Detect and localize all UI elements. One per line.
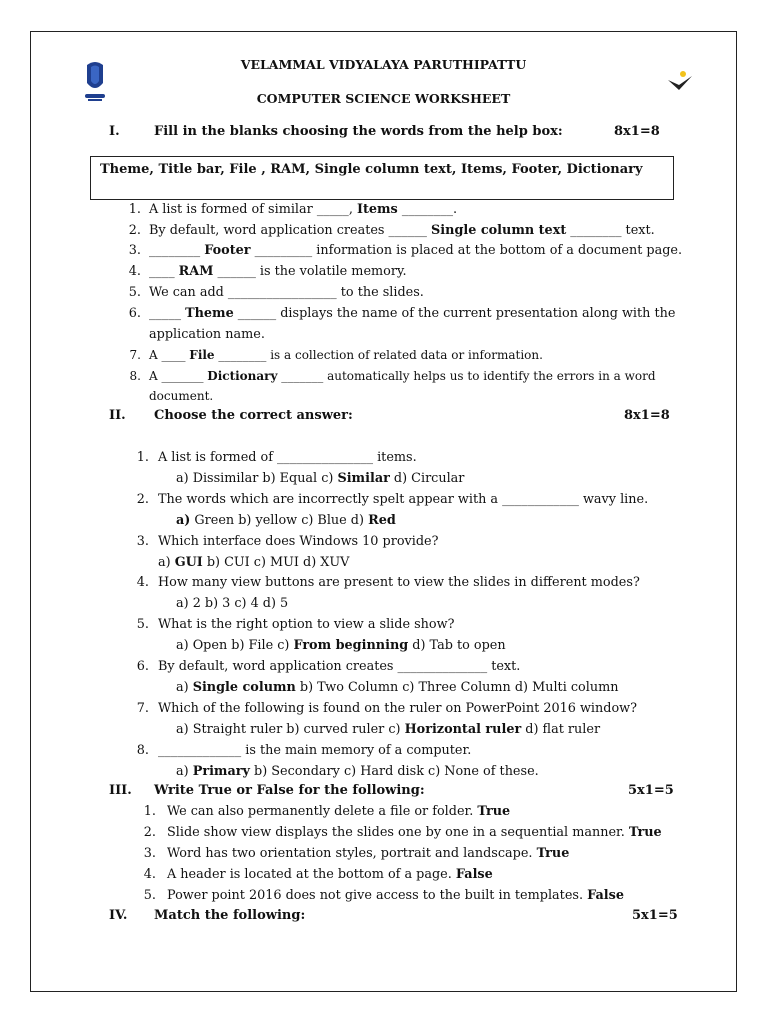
fill-blank-text: ________ is a collection of related data or information. [214, 348, 543, 362]
mcq-number: 1. [136, 450, 149, 465]
mcq-number: 3. [136, 534, 149, 549]
section-2-number: II. [109, 408, 126, 423]
section-1-number: I. [109, 124, 120, 139]
fill-blank-text: _____ [149, 306, 186, 321]
section-4-marks: 5x1=5 [632, 908, 678, 923]
fill-blank-text: ____ [149, 264, 179, 279]
fill-blank-text: ______ is the volatile memory. [213, 264, 407, 279]
mcq-number: 5. [136, 617, 149, 632]
mcq-answer: Horizontal ruler [404, 722, 522, 737]
mcq-option-text: b) CUI c) MUI d) XUV [202, 555, 350, 570]
fill-blank-answer: File [189, 348, 215, 362]
tf-number: 5. [143, 888, 156, 903]
mcq-number: 4. [136, 575, 149, 590]
mcq-answer: Primary [192, 764, 250, 779]
help-box [90, 156, 674, 200]
mcq-option-text: Green b) yellow c) Blue d) [190, 513, 369, 528]
tf-statement: Word has two orientation styles, portrait and landscape. [167, 846, 537, 861]
tf-answer: False [587, 888, 624, 903]
mcq-option-text: a) [176, 764, 193, 779]
tf-answer: True [628, 825, 662, 840]
mcq-option-text: a) [158, 555, 175, 570]
fill-blank-number: 1. [128, 202, 141, 217]
tf-item [167, 804, 510, 819]
mcq-option-text: b) Secondary c) Hard disk c) None of these. [249, 764, 539, 779]
fill-blank-item [149, 369, 656, 383]
fill-blank-number: 7. [129, 348, 141, 362]
mcq-options [176, 596, 288, 611]
section-2-title: Choose the correct answer: [154, 408, 353, 423]
fill-blank-text: ______ displays the name of the current presentation along with the [233, 306, 676, 321]
fill-blank-item [149, 285, 424, 300]
mcq-answer: GUI [174, 555, 203, 570]
fill-blank-text: document. [149, 389, 214, 403]
section-3-number: III. [109, 783, 132, 798]
mcq-question: How many view buttons are present to view the slides in different modes? [158, 575, 640, 590]
mcq-options [176, 764, 539, 779]
fill-blank-answer: Items [356, 202, 398, 217]
mcq-answer: a) [176, 513, 191, 528]
tf-answer: True [477, 804, 511, 819]
mcq-option-text: a) 2 b) 3 c) 4 d) 5 [176, 596, 289, 611]
mcq-question: By default, word application creates ______________ text. [158, 659, 521, 674]
mcq-options [176, 471, 464, 486]
tf-statement: We can also permanently delete a file or folder. [167, 804, 478, 819]
worksheet-title: COMPUTER SCIENCE WORKSHEET [256, 91, 511, 106]
tf-answer: True [536, 846, 570, 861]
fill-blank-item [149, 306, 675, 321]
fill-blank-text: A _______ [149, 369, 208, 383]
tf-item [167, 888, 624, 903]
school-name: VELAMMAL VIDYALAYA PARUTHIPATTU [240, 57, 527, 72]
mcq-option-text: d) Circular [389, 471, 465, 486]
tf-statement: A header is located at the bottom of a page. [167, 867, 456, 882]
tf-statement: Slide show view displays the slides one by one in a sequential manner. [167, 825, 629, 840]
mcq-option-text: a) [176, 680, 193, 695]
fill-blank-item [149, 327, 265, 342]
tf-number: 1. [143, 804, 156, 819]
fill-blank-text: _______ automatically helps us to identify the errors in a word [277, 369, 656, 383]
fill-blank-text: ________. [397, 202, 458, 217]
tf-number: 3. [143, 846, 156, 861]
mcq-answer: From beginning [293, 638, 409, 653]
fill-blank-answer: Dictionary [207, 369, 278, 383]
mcq-option-text: b) Two Column c) Three Column d) Multi column [295, 680, 619, 695]
section-2-marks: 8x1=8 [624, 408, 670, 423]
section-1-title: Fill in the blanks choosing the words from the help box: [154, 124, 563, 139]
fill-blank-item [149, 264, 407, 279]
fill-blank-text: By default, word application creates ______ [149, 223, 432, 238]
section-3-marks: 5x1=5 [628, 783, 674, 798]
mcq-number: 8. [136, 743, 149, 758]
worksheet-page [30, 31, 737, 992]
mcq-options [176, 722, 600, 737]
fill-blank-number: 3. [128, 243, 141, 258]
mcq-options [176, 638, 506, 653]
mcq-option-text: a) Open b) File c) [176, 638, 294, 653]
tf-item [167, 825, 662, 840]
tf-item [167, 867, 493, 882]
section-3-title: Write True or False for the following: [154, 783, 425, 798]
fill-blank-item [149, 389, 213, 403]
section-4-number: IV. [109, 908, 128, 923]
fill-blank-number: 4. [128, 264, 141, 279]
mcq-question: What is the right option to view a slide show? [158, 617, 455, 632]
fill-blank-text: A list is formed of similar _____, [149, 202, 357, 217]
fill-blank-answer: Theme [185, 306, 234, 321]
mcq-question: A list is formed of _______________ items. [158, 450, 417, 465]
section-4-title: Match the following: [154, 908, 306, 923]
fill-blank-item [149, 348, 543, 362]
mcq-answer: Similar [337, 471, 390, 486]
fill-blank-number: 8. [129, 369, 141, 383]
mcq-answer: Single column [192, 680, 296, 695]
fill-blank-item [149, 202, 457, 217]
mcq-option-text: d) Tab to open [408, 638, 506, 653]
fill-blank-text: ________ [149, 243, 205, 258]
section-1-marks: 8x1=8 [614, 124, 660, 139]
fill-blank-answer: RAM [178, 264, 214, 279]
fill-blank-text: _________ information is placed at the bottom of a document page. [250, 243, 683, 258]
fill-blank-item [149, 243, 682, 258]
fill-blank-number: 5. [128, 285, 141, 300]
fill-blank-text: We can add _________________ to the slides. [149, 285, 424, 300]
fill-blank-text: application name. [149, 327, 265, 342]
mcq-number: 7. [136, 701, 149, 716]
tf-statement: Power point 2016 does not give access to the built in templates. [167, 888, 588, 903]
tf-answer: False [455, 867, 493, 882]
mcq-question: _____________ is the main memory of a computer. [158, 743, 472, 758]
help-box-words: Theme, Title bar, File , RAM, Single column text, Items, Footer, Dictionary [100, 162, 643, 177]
mcq-number: 2. [136, 492, 149, 507]
fill-blank-text: ________ text. [566, 223, 655, 238]
tf-number: 2. [143, 825, 156, 840]
fill-blank-answer: Footer [204, 243, 251, 258]
fill-blank-number: 2. [128, 223, 141, 238]
mcq-options [176, 680, 618, 695]
mcq-option-text: a) Dissimilar b) Equal c) [176, 471, 338, 486]
fill-blank-number: 6. [128, 306, 141, 321]
fill-blank-answer: Single column text [431, 223, 567, 238]
mcq-option-text: a) Straight ruler b) curved ruler c) [176, 722, 405, 737]
mcq-options [158, 555, 349, 570]
mcq-question: Which interface does Windows 10 provide? [158, 534, 439, 549]
mcq-number: 6. [136, 659, 149, 674]
mcq-options [176, 513, 396, 528]
mcq-answer: Red [368, 513, 396, 528]
tf-number: 4. [143, 867, 156, 882]
fill-blank-item [149, 223, 655, 238]
fill-blank-text: A ____ [149, 348, 190, 362]
mcq-question: Which of the following is found on the ruler on PowerPoint 2016 window? [158, 701, 637, 716]
mcq-question: The words which are incorrectly spelt appear with a ____________ wavy line. [158, 492, 649, 507]
tf-item [167, 846, 569, 861]
mcq-option-text: d) flat ruler [521, 722, 601, 737]
